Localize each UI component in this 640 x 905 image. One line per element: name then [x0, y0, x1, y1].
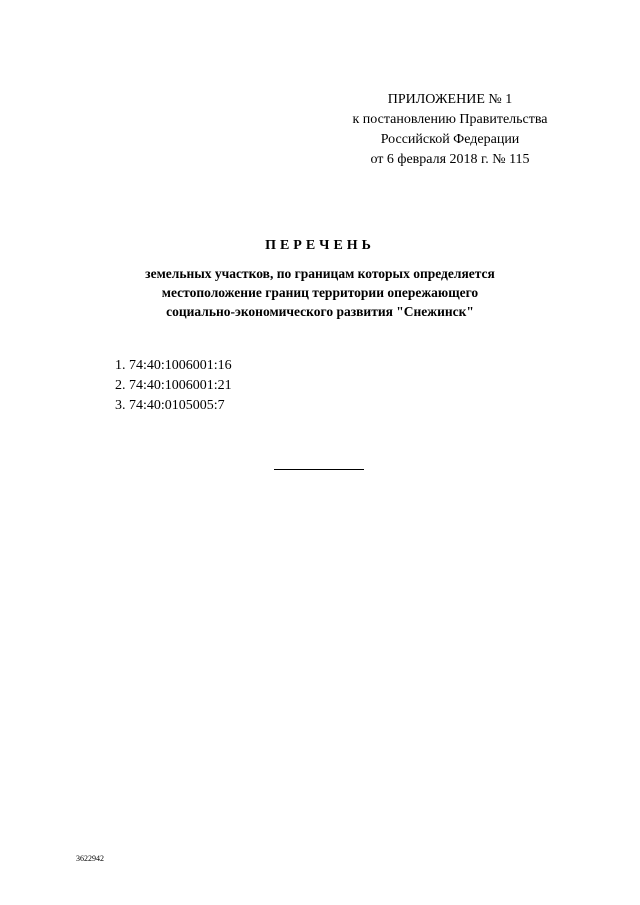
subtitle-line-2: местоположение границ территории опережающего — [161, 285, 479, 300]
subtitle-line-3: социально-экономического развития "Снежинск" — [166, 304, 474, 319]
appendix-header — [340, 90, 560, 170]
document-number: 3622942 — [76, 854, 104, 863]
document-subtitle — [100, 264, 540, 321]
appendix-reference: к постановлению Правительства — [352, 112, 548, 127]
list-item: 1. 74:40:1006001:16 — [115, 358, 232, 373]
end-divider — [274, 469, 364, 470]
land-plot-list — [115, 356, 232, 416]
document-title: ПЕРЕЧЕНЬ — [265, 238, 375, 253]
appendix-number: ПРИЛОЖЕНИЕ № 1 — [387, 92, 513, 107]
list-item: 2. 74:40:1006001:21 — [115, 378, 232, 393]
appendix-date-number: от 6 февраля 2018 г. № 115 — [370, 152, 530, 167]
list-item: 3. 74:40:0105005:7 — [115, 398, 225, 413]
subtitle-line-1: земельных участков, по границам которых определяется — [145, 266, 495, 281]
appendix-authority: Российской Федерации — [380, 132, 520, 147]
